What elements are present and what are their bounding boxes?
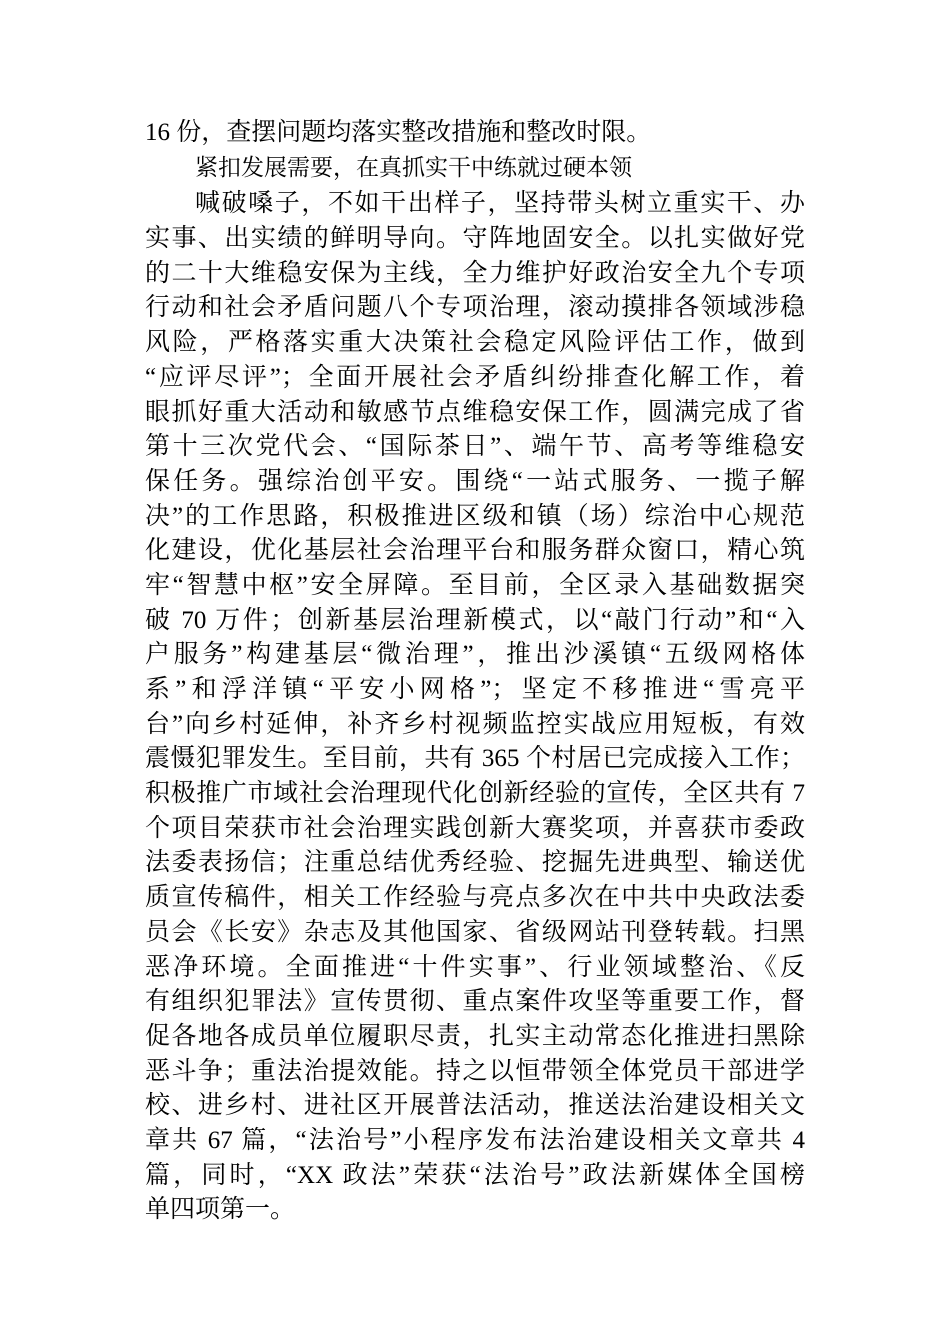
paragraph-line: 化建设，优化基层社会治理平台和服务群众窗口，精心筑	[145, 537, 805, 565]
paragraph-line: 台”向乡村延伸，补齐乡村视频监控实战应用短板，有效	[145, 710, 805, 738]
paragraph-last-line: 单四项第一。	[145, 1196, 296, 1224]
paragraph-line: 震慑犯罪发生。至目前，共有 365 个村居已完成接入工作；	[145, 745, 805, 773]
paragraph-line: 实事、出实绩的鲜明导向。守阵地固安全。以扎实做好党	[145, 225, 805, 253]
paragraph-line: 恶斗争；重法治提效能。持之以恒带领全体党员干部进学	[145, 1057, 805, 1085]
paragraph-line: 保任务。强综治创平安。围绕“一站式服务、一揽子解	[145, 467, 805, 495]
paragraph-line: 积极推广市域社会治理现代化创新经验的宣传，全区共有 7	[145, 780, 805, 808]
paragraph-line: 牢“智慧中枢”安全屏障。至目前，全区录入基础数据突	[145, 571, 805, 599]
paragraph-line: 校、进乡村、进社区开展普法活动，推送法治建设相关文	[145, 1092, 805, 1120]
paragraph-line: 章共 67 篇，“法治号”小程序发布法治建设相关文章共 4	[145, 1126, 805, 1154]
paragraph-line: “应评尽评”；全面开展社会矛盾纠纷排查化解工作，着	[145, 363, 805, 391]
paragraph-line: 喊破嗓子，不如干出样子，坚持带头树立重实干、办	[195, 190, 805, 218]
paragraph-line: 法委表扬信；注重总结优秀经验、挖掘先进典型、输送优	[145, 849, 805, 877]
paragraph-line: 行动和社会矛盾问题八个专项治理，滚动摸排各领域涉稳	[145, 294, 805, 322]
paragraph-line: 户服务”构建基层“微治理”，推出沙溪镇“五级网格体	[145, 641, 805, 669]
paragraph-line: 决”的工作思路，积极推进区级和镇（场）综治中心规范	[145, 502, 805, 530]
paragraph-line: 恶净环境。全面推进“十件实事”、行业领域整治、《反	[145, 953, 805, 981]
paragraph-line: 员会《长安》杂志及其他国家、省级网站刊登转载。扫黑	[145, 918, 805, 946]
paragraph-line: 有组织犯罪法》宣传贯彻、重点案件攻坚等重要工作，督	[145, 988, 805, 1016]
paragraph-line: 系”和浮洋镇“平安小网格”；坚定不移推进“雪亮平	[145, 676, 805, 703]
section-heading: 紧扣发展需要，在真抓实干中练就过硬本领	[195, 154, 632, 180]
paragraph-line: 质宣传稿件，相关工作经验与亮点多次在中共中央政法委	[145, 884, 805, 912]
document-body	[145, 116, 805, 1228]
paragraph-line: 风险，严格落实重大决策社会稳定风险评估工作，做到	[145, 329, 805, 357]
paragraph-line: 的二十大维稳安保为主线，全力维护好政治安全九个专项	[145, 259, 805, 287]
paragraph-line: 第十三次党代会、“国际茶日”、端午节、高考等维稳安	[145, 433, 805, 461]
paragraph-line: 篇，同时，“XX 政法”荣获“法治号”政法新媒体全国榜	[145, 1161, 805, 1189]
paragraph-line: 个项目荣获市社会治理实践创新大赛奖项，并喜获市委政	[145, 814, 805, 842]
closing-line: 16 份，查摆问题均落实整改措施和整改时限。	[145, 119, 652, 146]
paragraph-line: 破 70 万件；创新基层治理新模式，以“敲门行动”和“入	[145, 606, 805, 634]
paragraph-line: 眼抓好重大活动和敏感节点维稳安保工作，圆满完成了省	[145, 398, 805, 426]
paragraph-line: 促各地各成员单位履职尽责，扎实主动常态化推进扫黑除	[145, 1022, 805, 1050]
